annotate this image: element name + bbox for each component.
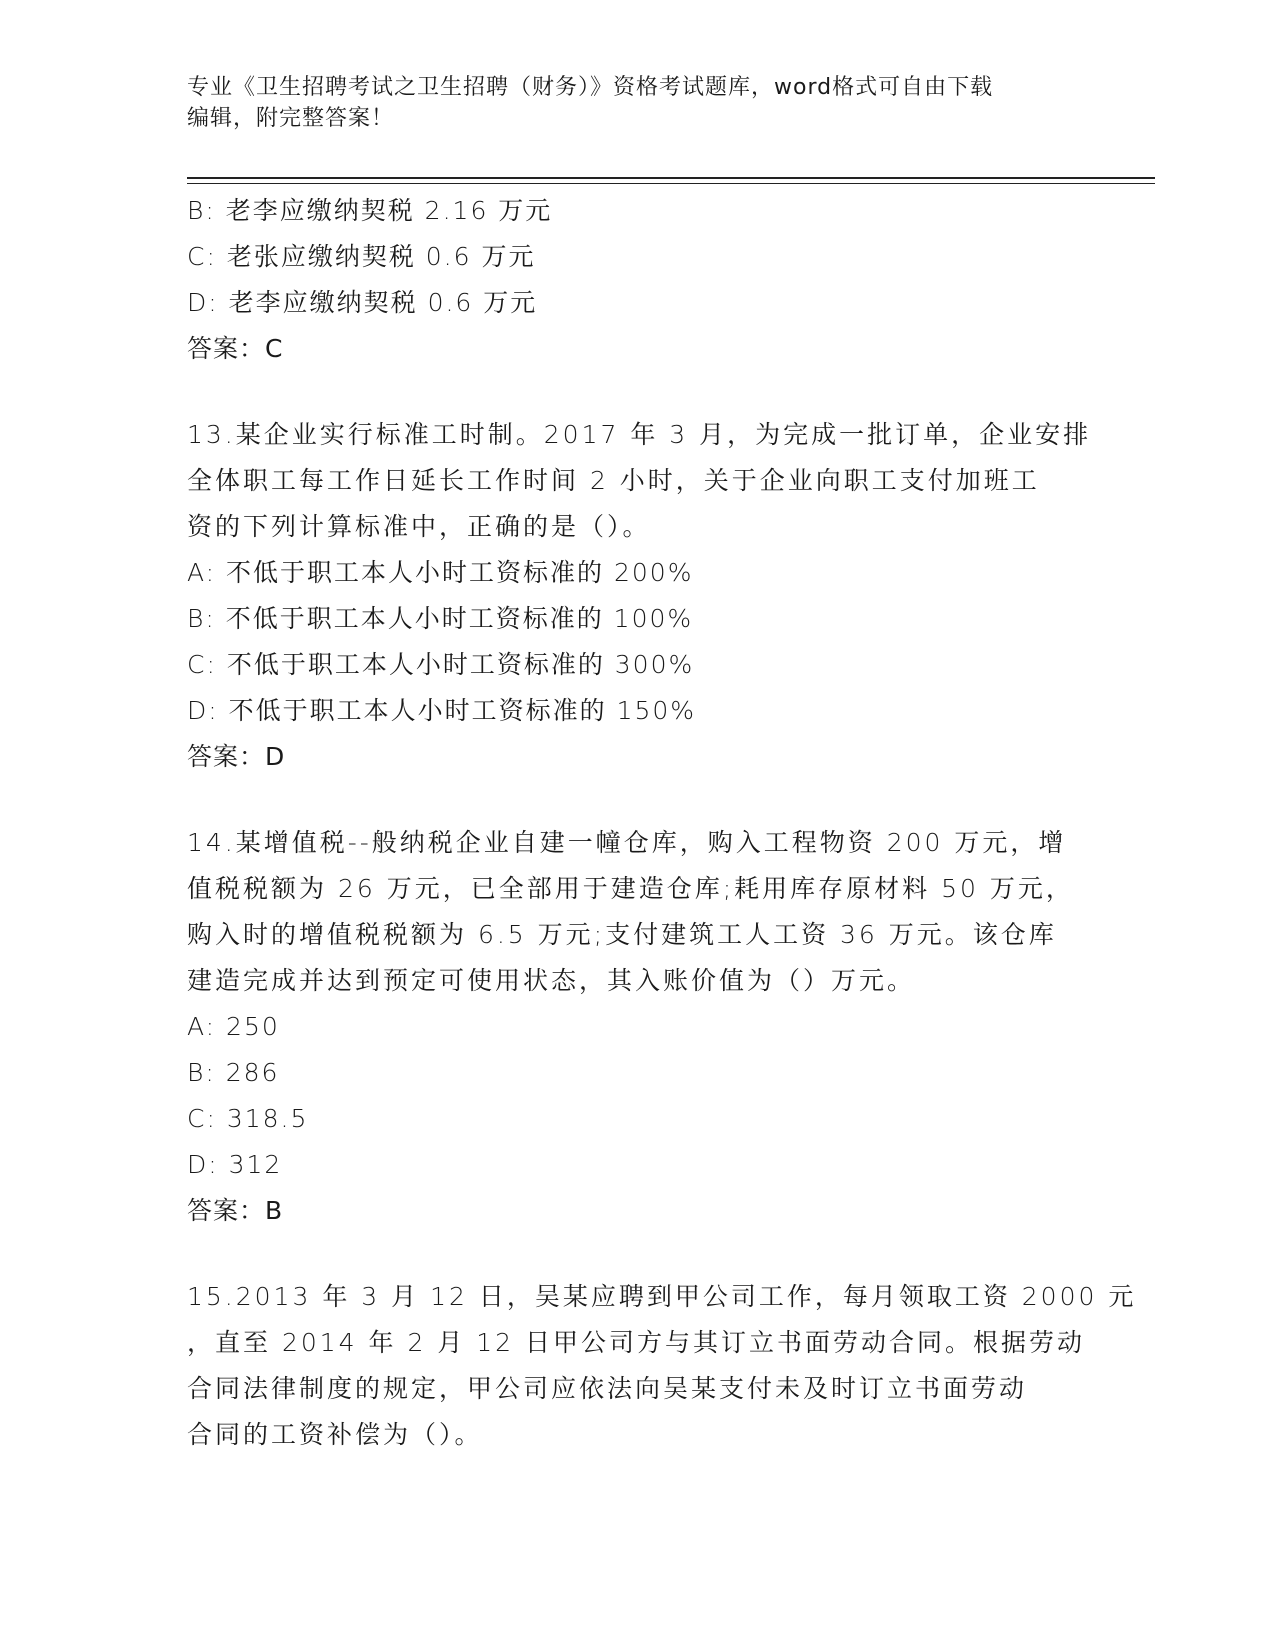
option-b: B: 不低于职工本人小时工资标准的 100% (187, 604, 694, 633)
option-a: A: 250 (187, 1012, 280, 1041)
header-line-1: 专业《卫生招聘考试之卫生招聘（财务）》资格考试题库，word格式可自由下载 (187, 75, 994, 100)
stem-line: 资的下列计算标准中，正确的是（）。 (187, 512, 651, 541)
option-c: C: 318.5 (187, 1104, 309, 1133)
stem-line: 建造完成并达到预定可使用状态，其入账价值为（）万元。 (187, 966, 916, 995)
stem-line: 15.2013 年 3 月 12 日，吴某应聘到甲公司工作，每月领取工资 2000 元 (187, 1282, 1137, 1311)
header-line-2: 编辑，附完整答案！ (187, 106, 395, 131)
question-13 (187, 412, 1092, 780)
stem-line: 购入时的增值税税额为 6.5 万元;支付建筑工人工资 36 万元。该仓库 (187, 920, 1057, 949)
stem-line: 值税税额为 26 万元，已全部用于建造仓库;耗用库存原材料 50 万元， (187, 874, 1074, 903)
spacer (187, 780, 1087, 820)
stem-line: 全体职工每工作日延长工作时间 2 小时，关于企业向职工支付加班工 (187, 466, 1040, 495)
answer: 答案：B (187, 1196, 284, 1225)
option-b: B: 286 (187, 1058, 280, 1087)
answer: 答案：C (187, 334, 284, 363)
spacer (187, 372, 1087, 412)
question-14 (187, 820, 1087, 1234)
question-15 (187, 1274, 1137, 1458)
option-c: C: 老张应缴纳契税 0.6 万元 (187, 242, 536, 271)
option-d: D: 老李应缴纳契税 0.6 万元 (187, 288, 538, 317)
option-d: D: 312 (187, 1150, 283, 1179)
question-stem (187, 412, 1092, 550)
question-content (187, 188, 1137, 1458)
stem-line: 14.某增值税--般纳税企业自建一幢仓库，购入工程物资 200 万元，增 (187, 828, 1067, 857)
header-rule-thick (187, 177, 1155, 179)
stem-line: 13.某企业实行标准工时制。2017 年 3 月，为完成一批订单，企业安排 (187, 420, 1092, 449)
option-c: C: 不低于职工本人小时工资标准的 300% (187, 650, 695, 679)
question-stem (187, 820, 1087, 1004)
option-a: A: 不低于职工本人小时工资标准的 200% (187, 558, 694, 587)
option-b: B: 老李应缴纳契税 2.16 万元 (187, 196, 553, 225)
document-header (187, 72, 1087, 134)
question-12-options (187, 188, 1087, 372)
spacer (187, 1234, 1087, 1274)
stem-line: 合同的工资补偿为（）。 (187, 1420, 483, 1449)
option-d: D: 不低于职工本人小时工资标准的 150% (187, 696, 697, 725)
stem-line: ，直至 2014 年 2 月 12 日甲公司方与其订立书面劳动合同。根据劳动 (187, 1328, 1086, 1357)
stem-line: 合同法律制度的规定，甲公司应依法向吴某支付未及时订立书面劳动 (187, 1374, 1028, 1403)
question-stem (187, 1274, 1137, 1458)
header-rule-thin (187, 183, 1155, 184)
answer: 答案：D (187, 742, 286, 771)
